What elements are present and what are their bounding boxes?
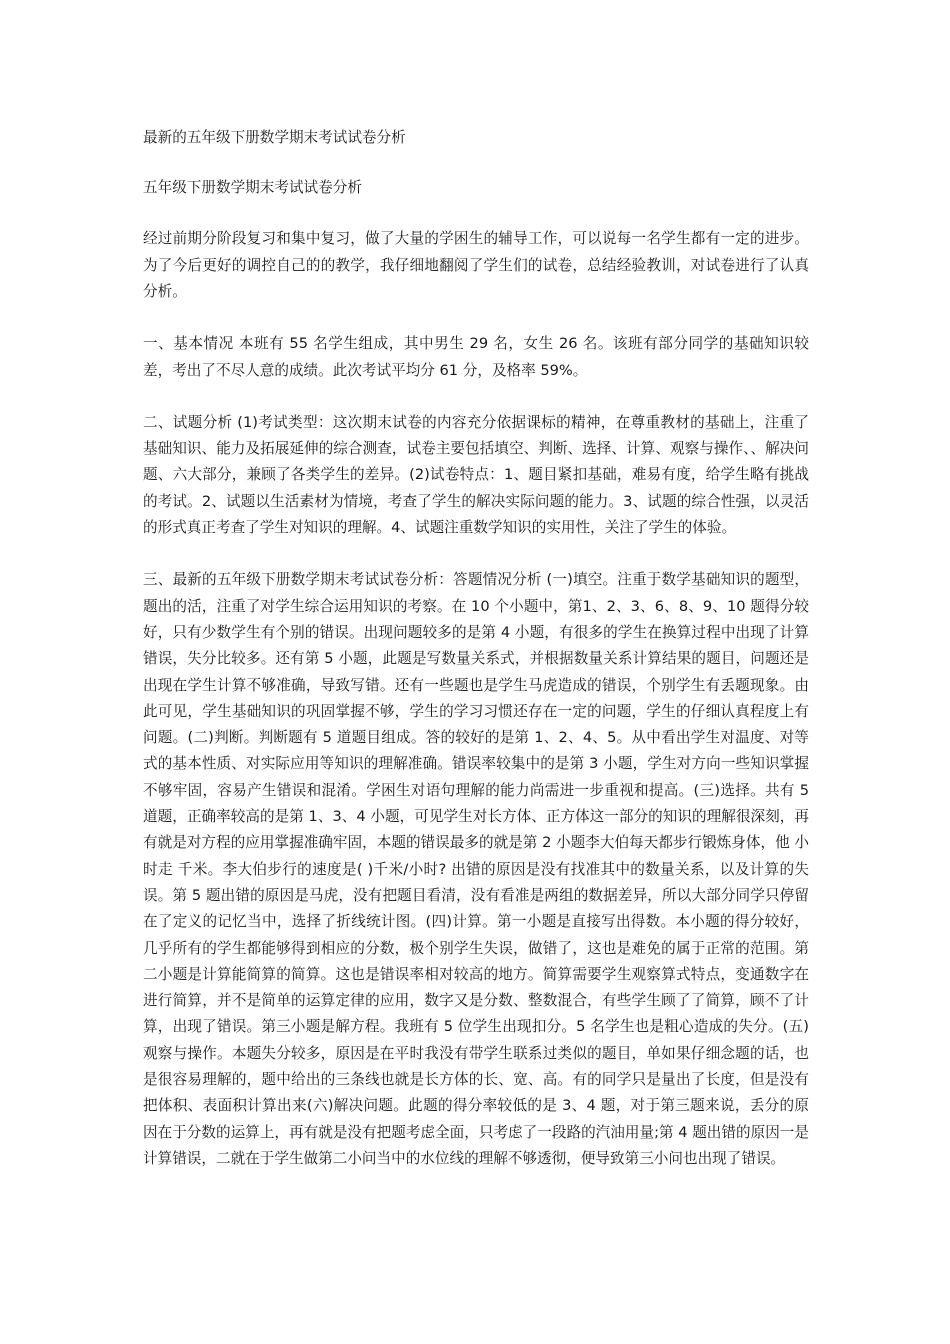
document-body xyxy=(143,125,809,1172)
document-title: 最新的五年级下册数学期末考试试卷分析 xyxy=(143,129,406,146)
paragraph-answer-analysis: 三、最新的五年级下册数学期末考试试卷分析：答题情况分析 (一)填空。注重于数学基础知识的题型，题出的活，注重了对学生综合运用知识的考察。在 10 个小题中，第1、2、3、6、8、9、10 题得分较好，只有少数学生有个别的错误。出现问题较多的是第 4 小题，有很多的学生在换算过程中出现了计算错误，失分比较多。还有第 5 小题，此题是写数量关系式，并根据数量关系计算结果的题目，问题还是出现在学生计算不够准确，导致写错。还有一些题也是学生马虎造成的错误，个别学生有丢题现象。由此可见，学生基础知识的巩固掌握不够，学生的学习习惯还存在一定的问题，学生的仔细认真程度上有问题。(二)判断。判断题有 5 道题目组成。答的较好的是第 1、2、4、5。从中看出学生对温度、对等式的基本性质、对实际应用等知识的理解准确。错误率较集中的是第 3 小题，学生对方向一些知识掌握不够牢固，容易产生错误和混淆。学困生对语句理解的能力尚需进一步重视和提高。(三)选择。共有 5 道题，正确率较高的是第 1、3、4 小题，可见学生对长方体、正方体这一部分的知识的理解很深刻，再有就是对方程的应用掌握准确牢固，本题的错误最多的就是第 2 小题李大伯每天都步行锻炼身体，他 小时走 千米。李大伯步行的速度是( )千米/小时? 出错的原因是没有找准其中的数量关系，以及计算的失误。第 5 题出错的原因是马虎，没有把题目看清，没有看准是两组的数据差异，所以大部分同学只停留在了定义的记忆当中，选择了折线统计图。(四)计算。第一小题是直接写出得数。本小题的得分较好，几乎所有的学生都能够得到相应的分数，极个别学生失误，做错了，这也是难免的属于正常的范围。第二小题是计算能简算的简算。这也是错误率相对较高的地方。简算需要学生观察算式特点，变通数字在进行简算，并不是简单的运算定律的应用，数字又是分数、整数混合，有些学生顾了了简算，顾不了计算，出现了错误。第三小题是解方程。我班有 5 位学生出现扣分。5 名学生也是粗心造成的失分。(五)观察与操作。本题失分较多，原因是在平时我没有带学生联系过类似的题目，单如果仔细念题的话，也是很容易理解的，题中给出的三条线也就是长方体的长、宽、高。有的同学只是量出了长度，但是没有把体积、表面积计算出来(六)解决问题。此题的得分率较低的是 3、4 题，对于第三题来说，丢分的原因在于分数的运算上，再有就是没有把题考虑全面，只考虑了一段路的汽油用量;第 4 题出错的原因一是计算错误，二就在于学生做第二小问当中的水位线的理解不够透彻，便导致第三小问也出现了错误。 xyxy=(143,571,809,1167)
paragraph-question-analysis: 二、试题分析 (1)考试类型：这次期末试卷的内容充分依据课标的精神，在尊重教材的基础上，注重了基础知识、能力及拓展延伸的综合测查，试卷主要包括填空、判断、选择、计算、观察与操作、、解决问题、六大部分，兼顾了各类学生的差异。(2)试卷特点：1、题目紧扣基础，难易有度，给学生略有挑战的考试。2、试题以生活素材为情境，考查了学生的解决实际问题的能力。3、试题的综合性强，以灵活的形式真正考查了学生对知识的理解。4、试题注重数学知识的实用性，关注了学生的体验。 xyxy=(143,413,809,537)
paragraph-intro: 经过前期分阶段复习和集中复习，做了大量的学困生的辅导工作，可以说每一名学生都有一定的进步。为了今后更好的调控自己的的教学，我仔细地翻阅了学生们的试卷，总结经验教训，对试卷进行了认真分析。 xyxy=(143,230,809,300)
paragraph-basic-situation: 一、基本情况 本班有 55 名学生组成，其中男生 29 名，女生 26 名。该班有部分同学的基础知识较差，考出了不尽人意的成绩。此次考试平均分 61 分，及格率 59%。 xyxy=(143,335,809,379)
document-subtitle: 五年级下册数学期末考试试卷分析 xyxy=(143,178,362,196)
